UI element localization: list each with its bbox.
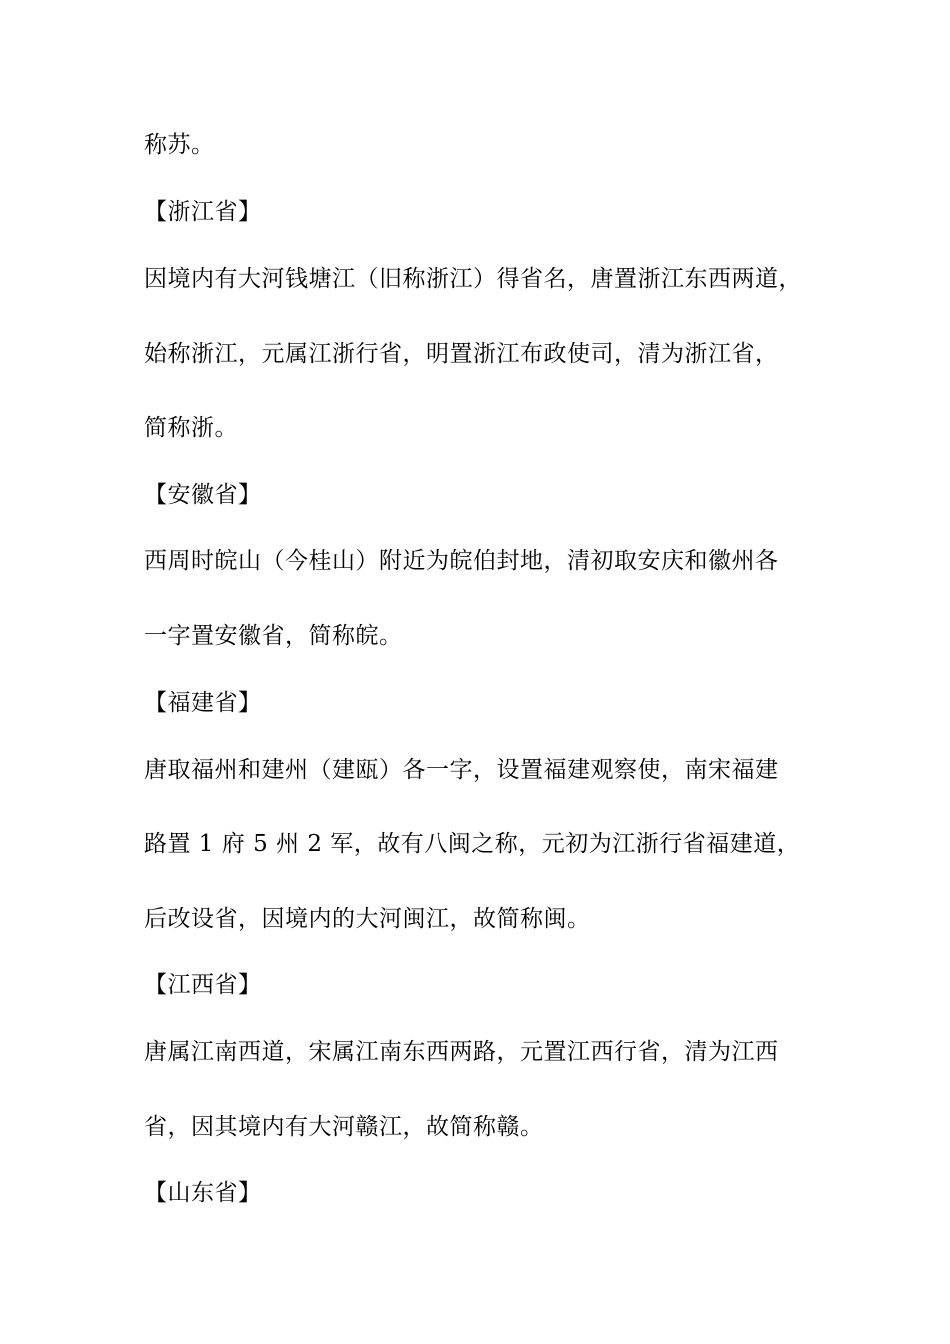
paragraph-line: 路置 1 府 5 州 2 军，故有八闽之称，元初为江浙行省福建道， [144, 831, 801, 857]
paragraph-line: 西周时皖山（今桂山）附近为皖伯封地，清初取安庆和徽州各 [144, 548, 779, 574]
paragraph-line: 简称浙。 [144, 415, 238, 441]
paragraph-line: 唐取福州和建州（建瓯）各一字，设置福建观察使，南宋福建 [144, 757, 779, 783]
paragraph-line: 始称浙江，元属江浙行省，明置浙江布政使司，清为浙江省， [144, 341, 779, 367]
section-heading-jiangxi: 【江西省】 [144, 972, 262, 998]
paragraph-line: 唐属江南西道，宋属江南东西两路，元置江西行省，清为江西 [144, 1039, 779, 1065]
paragraph-line: 省，因其境内有大河赣江，故简称赣。 [144, 1114, 544, 1140]
paragraph-line: 称苏。 [144, 132, 215, 158]
section-heading-shandong: 【山东省】 [144, 1180, 262, 1206]
paragraph-line: 一字置安徽省，简称皖。 [144, 623, 403, 649]
paragraph-line: 因境内有大河钱塘江（旧称浙江）得省名，唐置浙江东西两道， [144, 266, 802, 292]
paragraph-line: 后改设省，因境内的大河闽江，故简称闽。 [144, 906, 591, 932]
section-heading-anhui: 【安徽省】 [144, 482, 262, 508]
section-heading-zhejiang: 【浙江省】 [144, 199, 262, 225]
section-heading-fujian: 【福建省】 [144, 690, 262, 716]
